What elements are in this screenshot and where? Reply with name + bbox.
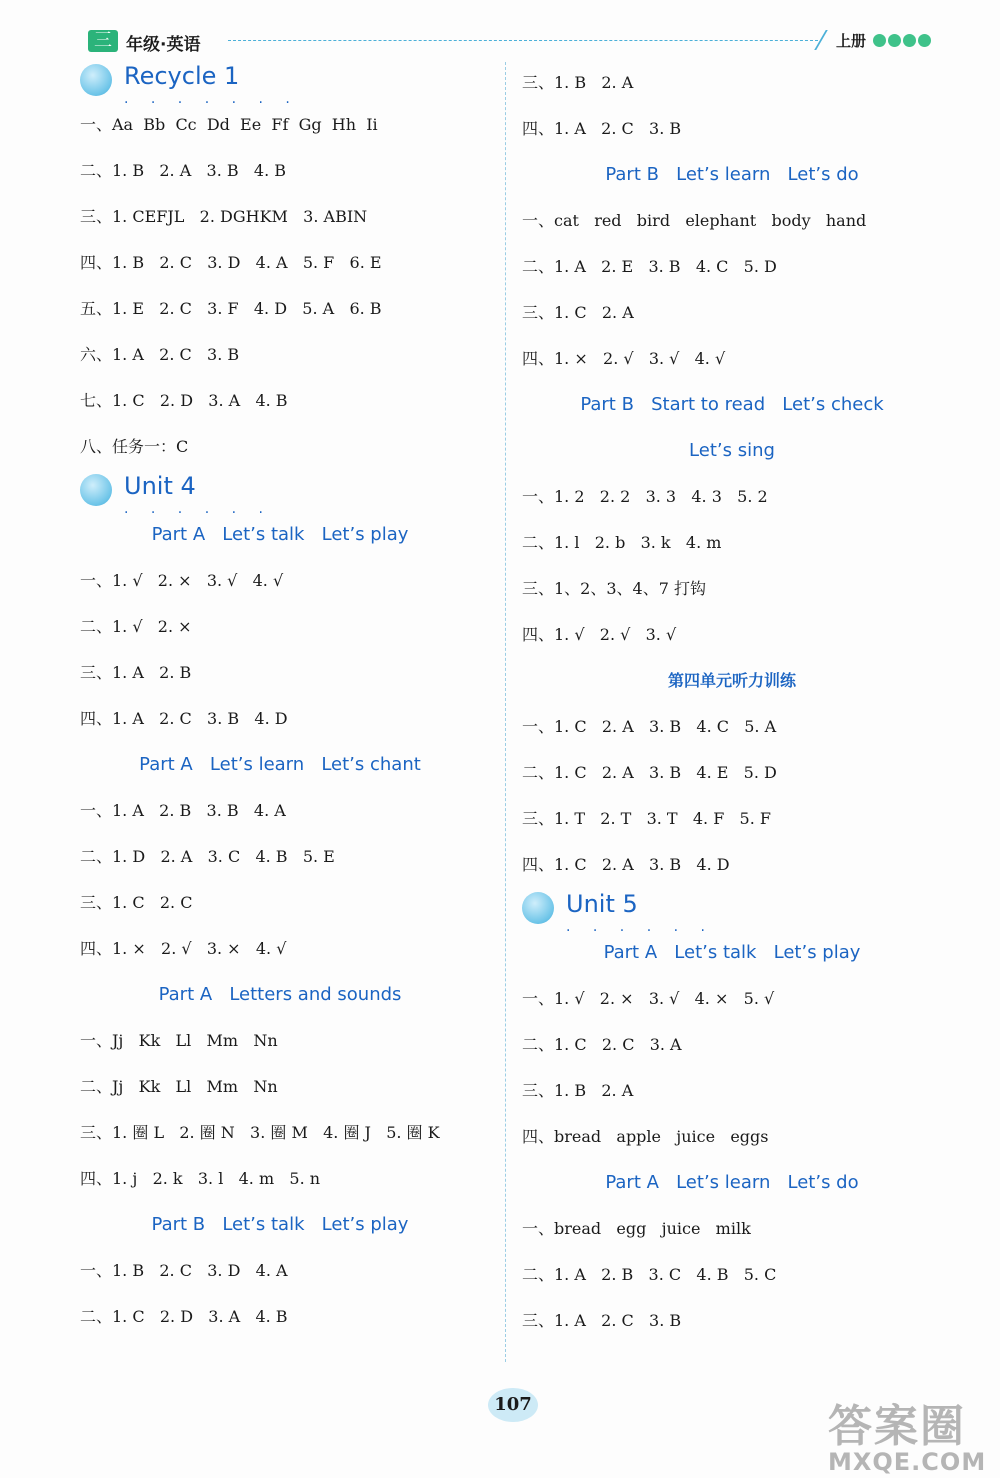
header-decoration [873, 34, 931, 47]
answer-line: 四、1. √ 2. √ 3. √ [522, 625, 677, 644]
header-divider [228, 40, 818, 41]
answer-line: 二、Jj Kk Ll Mm Nn [80, 1077, 278, 1096]
answer-line: 三、1. B 2. A [522, 1081, 634, 1100]
unit-underline-dots: . . . . . . [566, 919, 714, 935]
answer-line: 一、1. √ 2. × 3. √ 4. × 5. √ [522, 989, 775, 1008]
answer-line: 二、1. B 2. A 3. B 4. B [80, 161, 287, 180]
answer-line: 四、1. A 2. C 3. B 4. D [80, 709, 288, 728]
header-volume: 上册 [836, 32, 867, 50]
answer-line: 三、1. B 2. A [522, 73, 634, 92]
section-heading: Part A Let’s learn Let’s do [605, 1172, 859, 1193]
answer-line: 二、1. C 2. C 3. A [522, 1035, 682, 1054]
answer-line: 四、bread apple juice eggs [522, 1127, 769, 1146]
grade-badge: 三 [88, 30, 118, 52]
unit-title: Unit 5 [566, 890, 638, 918]
answer-line: 一、1. 2 2. 2 3. 3 4. 3 5. 2 [522, 487, 768, 506]
header-subject: 年级·英语 [126, 35, 201, 55]
unit-bubble-icon [80, 64, 112, 96]
page-number: 107 [488, 1388, 538, 1422]
section-heading: Part A Let’s talk Let’s play [603, 942, 861, 963]
answer-line: 三、1. A 2. C 3. B [522, 1311, 682, 1330]
answer-line: 二、1. A 2. E 3. B 4. C 5. D [522, 257, 777, 276]
answer-line: 七、1. C 2. D 3. A 4. B [80, 391, 288, 410]
answer-line: 四、1. C 2. A 3. B 4. D [522, 855, 730, 874]
unit-heading-unit5 [522, 888, 942, 935]
unit-bubble-icon [522, 892, 554, 924]
answer-line: 四、1. × 2. √ 3. × 4. √ [80, 939, 287, 958]
watermark-text: 答案圈 [828, 1401, 966, 1452]
answer-line: 四、1. A 2. C 3. B [522, 119, 682, 138]
answer-line: 二、1. √ 2. × [80, 617, 192, 636]
answer-line: 一、1. B 2. C 3. D 4. A [80, 1261, 288, 1280]
answer-line: 四、1. B 2. C 3. D 4. A 5. F 6. E [80, 253, 382, 272]
answer-line: 三、1. C 2. A [522, 303, 634, 322]
answer-line: 六、1. A 2. C 3. B [80, 345, 240, 364]
answer-line: 一、cat red bird elephant body hand [522, 211, 867, 230]
answer-line: 五、1. E 2. C 3. F 4. D 5. A 6. B [80, 299, 382, 318]
answer-line: 一、Jj Kk Ll Mm Nn [80, 1031, 278, 1050]
answer-line: 一、1. A 2. B 3. B 4. A [80, 801, 286, 820]
answer-line: 二、1. D 2. A 3. C 4. B 5. E [80, 847, 335, 866]
column-divider [505, 62, 506, 1362]
section-heading: Part A Let’s learn Let’s chant [139, 754, 421, 775]
unit-underline-dots: . . . . . . . [124, 91, 299, 107]
watermark-url: MXQE.COM [828, 1448, 987, 1476]
answer-line: 二、1. A 2. B 3. C 4. B 5. C [522, 1265, 777, 1284]
section-heading: Part B Let’s learn Let’s do [605, 164, 859, 185]
unit-bubble-icon [80, 474, 112, 506]
unit-heading-unit4 [80, 470, 480, 517]
section-heading-listening: 第四单元听力训练 [667, 671, 796, 690]
answer-line: 三、1. CEFJL 2. DGHKM 3. ABIN [80, 207, 368, 226]
section-heading-cont: Let’s sing [689, 440, 775, 461]
unit-heading-recycle1 [80, 60, 480, 107]
answer-line: 一、bread egg juice milk [522, 1219, 751, 1238]
answer-line: 二、1. C 2. A 3. B 4. E 5. D [522, 763, 777, 782]
answer-line: 三、1. 圈 L 2. 圈 N 3. 圈 M 4. 圈 J 5. 圈 K [80, 1123, 440, 1142]
answer-line: 八、任务一：C [80, 437, 189, 456]
section-heading: Part A Letters and sounds [158, 984, 402, 1005]
answer-line: 四、1. j 2. k 3. l 4. m 5. n [80, 1169, 321, 1188]
answer-line: 一、1. √ 2. × 3. √ 4. √ [80, 571, 284, 590]
answer-line: 三、1. A 2. B [80, 663, 192, 682]
answer-line: 三、1. C 2. C [80, 893, 193, 912]
answer-line: 一、1. C 2. A 3. B 4. C 5. A [522, 717, 777, 736]
answer-line: 四、1. × 2. √ 3. √ 4. √ [522, 349, 726, 368]
right-column [522, 60, 942, 1344]
answer-line: 二、1. C 2. D 3. A 4. B [80, 1307, 288, 1326]
watermark-logo [828, 1390, 986, 1476]
answer-line: 三、1、2、3、4、7 打钩 [522, 579, 706, 598]
unit-title: Recycle 1 [124, 62, 240, 90]
answer-line: 一、Aa Bb Cc Dd Ee Ff Gg Hh Ii [80, 115, 378, 134]
left-column [80, 60, 480, 1340]
unit-underline-dots: . . . . . . [124, 501, 272, 517]
page-header [78, 26, 938, 56]
answer-line: 二、1. l 2. b 3. k 4. m [522, 533, 722, 552]
section-heading: Part A Let’s talk Let’s play [151, 524, 409, 545]
section-heading: Part B Start to read Let’s check [580, 394, 884, 415]
section-heading: Part B Let’s talk Let’s play [151, 1214, 409, 1235]
answer-line: 三、1. T 2. T 3. T 4. F 5. F [522, 809, 772, 828]
unit-title: Unit 4 [124, 472, 196, 500]
